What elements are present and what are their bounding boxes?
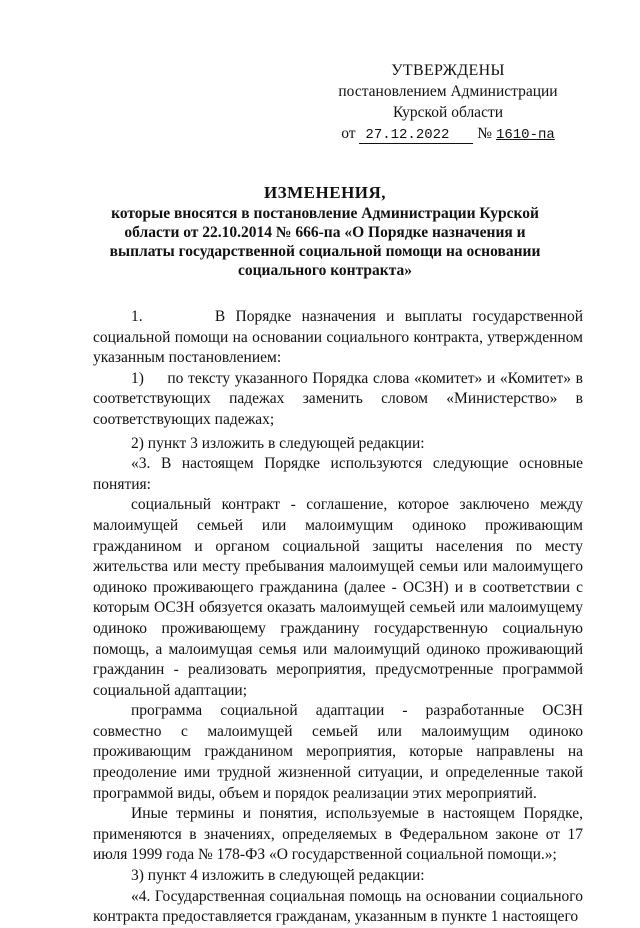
approval-heading: УТВЕРЖДЕНЫ [391, 62, 505, 79]
approval-date: 27.12.2022 [359, 127, 473, 144]
document-body [93, 307, 583, 928]
paragraph-1: 1. В Порядке назначения и выплаты государственной социальной помощи на основании социального контракта, утвержденном указанным постановлением: [93, 308, 583, 367]
paragraph-6: программа социальной адаптации - разработанные ОСЗН совместно с малоимущей семьей или малоимущим одиноко проживающим гражданином мероприятия, которые направлены на преодоление ими трудной жизненной ситуации, и определенные такой программой виды, объем и порядок реализации этих мероприятий. [93, 702, 583, 802]
paragraph-8: 3) пункт 4 изложить в следующей редакции: [131, 867, 425, 885]
title-subtitle: которые вносятся в постановление Администрации Курской области от 22.10.2014 № 666-па «О Порядке назначения и выплаты государственной социальной помощи на основании социального контракта» [109, 205, 541, 279]
title-main: ИЗМЕНЕНИЯ, [263, 183, 387, 202]
paragraph-5: социальный контракт - соглашение, которое заключено между малоимущей семьей или малоимущим одиноко проживающим гражданином и органом социальной защиты населения по месту жительства или месту пребывания малоимущей семьи или малоимущего одиноко проживающего гражданина (далее - ОСЗН) и в соответствии с которым ОСЗН обязуется оказать малоимущей семьей или малоимущему одиноко проживающему гражданину государственную социальную помощь, а малоимущая семья или малоимущий одиноко проживающий гражданин - реализовать мероприятия, предусмотренные программой социальной адаптации; [93, 496, 583, 699]
date-prefix: от [341, 125, 356, 142]
paragraph-4: «3. В настоящем Порядке используются следующие основные понятия: [93, 455, 583, 493]
approval-line-1: постановлением Администрации [338, 83, 558, 100]
paragraph-9: «4. Государственная социальная помощь на основании социального контракта предоставляется гражданам, указанным в пункте 1 настоящего [93, 887, 583, 926]
approval-line-2: Курской области [392, 104, 504, 121]
approval-date-line [318, 123, 578, 146]
paragraph-7: Иные термины и понятия, используемые в настоящем Порядке, применяются в значениях, определяемых в Федеральном законе от 17 июля 1999 года № 178-ФЗ «О государственной социальной помощи.»; [93, 805, 583, 864]
document-title [90, 183, 560, 280]
approval-stamp [318, 60, 578, 146]
paragraph-2: 1) по тексту указанного Порядка слова «комитет» и «Комитет» в соответствующих падежах заменить словом «Министерство» в соответствующих падежах; [93, 369, 583, 428]
paragraph-3: 2) пункт 3 изложить в следующей редакции: [131, 434, 425, 452]
number-prefix: № [477, 125, 493, 142]
approval-number: 1610-па [495, 127, 555, 143]
